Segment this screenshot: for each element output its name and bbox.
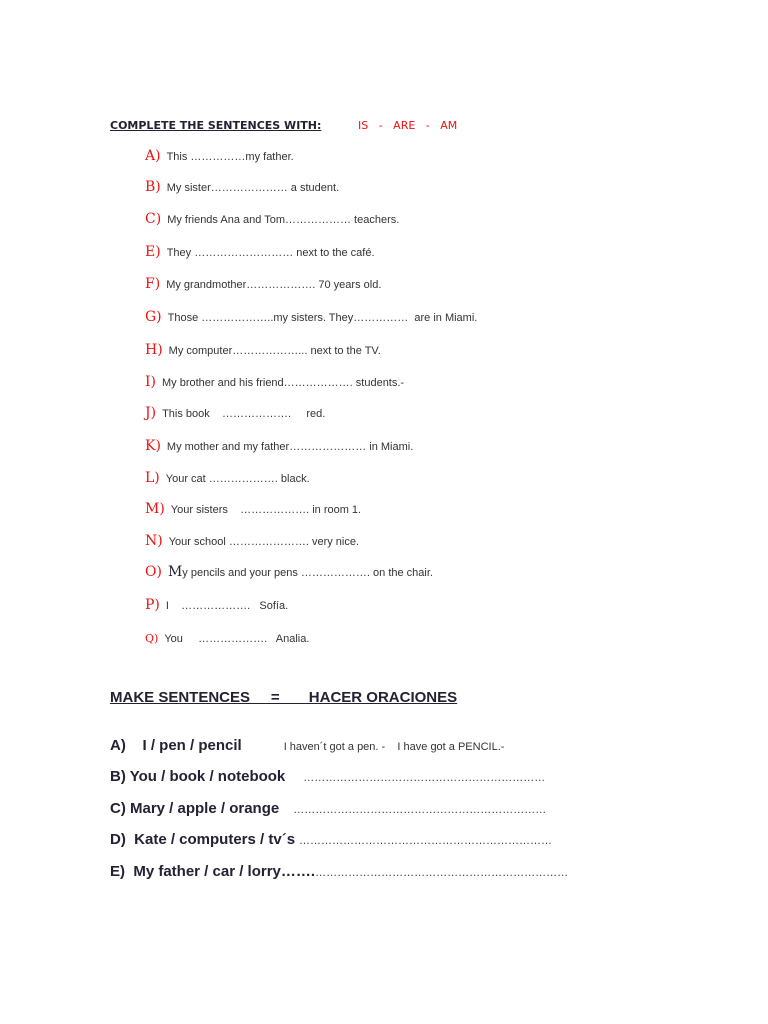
exercise2-item — [110, 737, 504, 755]
exercise2-item — [110, 800, 546, 818]
exercise2-item — [110, 831, 552, 849]
item-sentence: You ………………. Analia. — [164, 633, 310, 645]
item-letter: G) — [145, 309, 162, 325]
exercise1-item — [145, 308, 477, 326]
item-letter: F) — [145, 276, 161, 292]
exercise2-item — [110, 768, 545, 786]
item-letter: O) — [145, 564, 162, 580]
item-letter: P) — [145, 597, 160, 613]
item-prompt: A) I / pen / pencil — [110, 737, 242, 754]
exercise1-item — [145, 563, 433, 581]
item-sentence: My grandmother………………. 70 years old. — [166, 279, 382, 291]
item-sentence: y pencils and your pens ………………. on the chair. — [182, 567, 433, 579]
item-sentence: My mother and my father………………… in Miami. — [166, 441, 414, 453]
item-letter: L) — [145, 470, 160, 486]
exercise1-item — [145, 178, 339, 196]
item-sentence: Those ………………..my sisters. They…………… are in Miami. — [167, 312, 478, 324]
item-sentence: Your school …………………. very nice. — [168, 536, 360, 548]
exercise1-item — [145, 341, 381, 359]
exercise1-item — [145, 437, 413, 455]
item-sentence: My computer………………... next to the TV. — [168, 345, 381, 357]
exercise1-item — [145, 629, 309, 647]
item-letter: K) — [145, 438, 161, 454]
exercise1-item — [145, 275, 381, 293]
item-letter: B) — [145, 179, 161, 195]
item-prompt: D) Kate / computers / tv´s — [110, 831, 296, 848]
exercise1-item — [145, 500, 361, 518]
item-letter: C) — [145, 211, 162, 227]
item-sentence: This ……………my father. — [166, 151, 294, 163]
item-sentence: I ………………. Sofía. — [165, 600, 289, 612]
exercise1-word-options: IS - ARE - AM — [358, 119, 458, 132]
item-letter: A) — [145, 148, 161, 164]
item-sentence: My sister………………… a student. — [166, 182, 340, 194]
exercise1-title: COMPLETE THE SENTENCES WITH: — [110, 119, 322, 132]
item-letter: I) — [145, 374, 156, 390]
exercise1-item — [145, 469, 310, 487]
item-letter: J) — [145, 405, 157, 421]
exercise1-item — [145, 373, 404, 391]
item-letter: Q) — [145, 632, 159, 645]
item-answer-line: …………………………………………………………… — [293, 804, 547, 816]
exercise1-item — [145, 147, 294, 165]
item-prompt: E) My father / car / lorry……. — [110, 863, 316, 880]
exercise1-item — [145, 532, 359, 550]
item-sentence: My brother and his friend………………. students.- — [162, 377, 405, 389]
item-prompt: B) You / book / notebook — [110, 768, 286, 785]
item-capital-letter: M — [167, 564, 183, 580]
item-letter: N) — [145, 533, 163, 549]
item-answer-line: …………………………………………………………… — [315, 867, 569, 879]
exercise2-item — [110, 863, 568, 881]
exercise2-title: MAKE SENTENCES = HACER ORACIONES — [110, 689, 458, 706]
item-sentence: They ……………………… next to the café. — [166, 247, 375, 259]
item-sentence: My friends Ana and Tom……………… teachers. — [167, 214, 400, 226]
exercise1-item — [145, 404, 325, 422]
item-letter: E) — [145, 244, 161, 260]
item-sentence: Your cat ………………. black. — [165, 473, 310, 485]
item-sentence: This book ………………. red. — [162, 408, 326, 420]
exercise1-item — [145, 243, 375, 261]
item-answer-line: ………………………………………………………… — [303, 772, 546, 784]
exercise1-item — [145, 596, 288, 614]
exercise1-item — [145, 210, 399, 228]
item-sentence: Your sisters ………………. in room 1. — [170, 504, 362, 516]
item-letter: H) — [145, 342, 163, 358]
item-answer: I haven´t got a pen. - I have got a PENCIL.- — [283, 741, 505, 753]
item-prompt: C) Mary / apple / orange — [110, 800, 280, 817]
item-letter: M) — [145, 501, 165, 517]
item-answer-line: …………………………………………………………… — [299, 835, 553, 847]
